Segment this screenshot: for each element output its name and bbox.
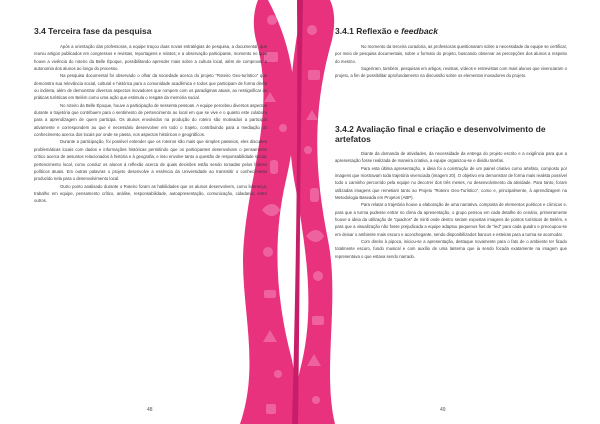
paragraph: Após a orientação das professoras, a equipe traçou duas novas estratégias de pesquisa, a documental, que reuniu artigos publicados em congressos e revistas, reportagens e relatos; e a observação participante, momento no qual houve a vivência do roteiro da Belle Époque, possibilitando aprender mais sobre a cultura local, além de comprovar a autonomia dos alunos ao longo do processo.: [34, 44, 267, 72]
right-page: [300, 0, 600, 424]
section-heading-avaliacao: 3.4.2 Avaliação final e criação e desenvolvimento de artefatos: [335, 124, 546, 144]
paragraph: Para relatar a trajetória houve a elaboração de uma narrativa, composta de elementos poéticos e cômicos e, para que a turma pudesse entrar no clima da apresentação, o grupo pensou em cada detalhe do cenário, primeiramente houve a ideia da utilização de "quadros" de miriti onde dentro seriam expostas imagens de pontos turísticos de Belém, e para que a visualização não fosse prejudicada a equipe adaptou pequenos fios de "led" para cada quadro e preocupou-se em deixar o ambiente mais escuro e aconchegante, sendo disponibilizados bancos e esteiras para a turma se acomodar.: [335, 202, 567, 237]
right-page-body-1: [335, 43, 567, 80]
paragraph: Com direito à pipoca, iniciou-se a apresentação, destaque novamente para o fato de o ambiente ter ficado totalmente escuro, fundo musical e com auxílio de uma lanterna que ia sendo focada exatamente na imagem que representava o que estava sendo narrado.: [335, 239, 567, 259]
left-page-body: [34, 43, 267, 205]
heading-italic-text: feedback: [401, 26, 439, 36]
paragraph: Outro ponto analisado durante o Roteiro foram as habilidades que os alunos desenvolvem, como liderança, trabalho em equipe, pensamento crítico, análise, responsabilidade, autoapresentação, comunicação, cidadania, entre outros.: [34, 183, 267, 204]
page-number: 49: [440, 407, 446, 413]
section-heading-reflexao: [335, 27, 567, 37]
paragraph: No roteiro da Belle Époque, houve a participação de sessenta pessoas. A equipe percebeu diversos aspectos durante a trajetória que contribuem para o sentimento de pertencimento ao local em que se vive e o quanto este colabora para a aprendizagem de quem participa. Os alunos envolvidos na produção do roteiro são motivados a participar ativamente e correspondem ao que é necessário desenvolver em todo o trajeto, contribuindo para a mediação do conhecimento acerca dos locais por onde se passa, nos aspectos históricos e geográficos.: [34, 102, 267, 138]
paragraph: Para esta última apresentação, a ideia foi a construção de um painel criativo como artefato, composto por imagens que mostravam toda trajetória vivenciada (imagem 20). O objetivo era demonstrar de forma mais realista possível todo o caminho percorrido pela equipe no decorrer dos três meses, no desenvolvimento da atividade. Para tanto, foram utilizadas imagens que remetiam tanto ao Projeto "Roteiro Geo-Turístico", como e, principalmente, à aprendizagem na Metodologia Baseada em Projetos (ABP).: [335, 165, 567, 201]
page-number: 48: [147, 407, 153, 413]
heading-number-text: 3.4.1 Reflexão e: [335, 26, 402, 36]
paragraph: Durante a participação, foi possível entender que os roteiros são mais que simples passeios, eles discutem problemáticas locais com dados e informações históricas permitindo que os participantes desenvolvam o pensamento crítico acerca de assuntos relacionados à história e à geografia, e isso envolve tanto a questão de responsabilidade social, pertencimento local, como conduz os alunos à reflexão acerca de quais decisões estão sendo tomadas pelos líderes políticos atuais. Em outras palavras o projeto desenvolve a essência da Universidade ao transmitir o conhecimento produzido nela para o desenvolvimento local.: [34, 139, 267, 182]
paragraph: No momento da terceira curadoria, as professoras questionaram sobre a necessidade da equipe se certificar, por meio de pesquisa documentais, sobre o formato do projeto, buscando observar as percepções dos alunos a respeito do mesmo.: [335, 44, 567, 64]
paragraph: Na pesquisa documental foi observado o olhar da sociedade acerca do projeto "Roteiro Geo-turístico" que demonstra sua relevância social, cultural e histórica para a comunidade acadêmica e todos que participam de forma direta ou indireta, além de demonstrar diversos aspectos inovadores que rompem com os paradigmas atuais, ao ressignificar as práticas turísticas em Belém como uma ação que estimula o resgate da memória social.: [34, 73, 267, 101]
left-page-heading: 3.4 Terceira fase da pesquisa: [34, 26, 152, 36]
paragraph: Diante da demanda de atividades, da necessidade da entrega do projeto escrito e a exigência para que a apresentação fosse realizada de maneira criativa, a equipe organizou-se e dividiu tarefas.: [335, 151, 567, 164]
right-page-body-2: [335, 150, 567, 260]
paragraph: Sugeriram, também, pesquisas em artigos, revistas, vídeos e entrevistas com mais alunos que vivenciaram o projeto, a fim de possibilitar aprofundamento na discussão sobre os elementos inovadores do projeto.: [335, 66, 567, 79]
